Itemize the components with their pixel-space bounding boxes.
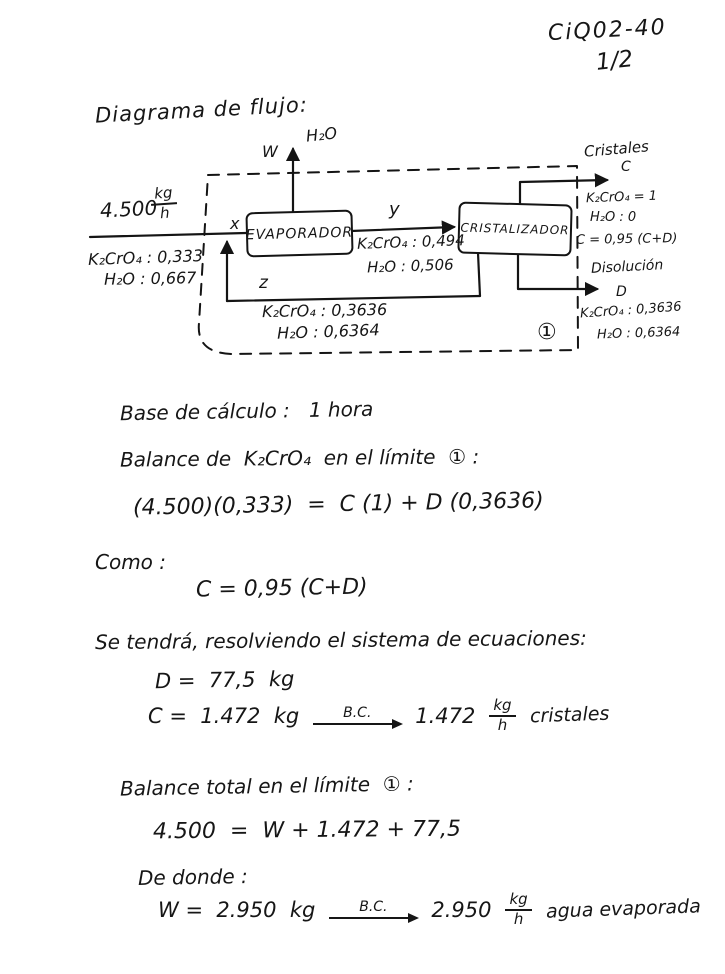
recycle-stream-var: z	[259, 273, 268, 293]
basis-line: Base de cálculo : 1 hora	[119, 396, 374, 426]
balance2-equation: 4.500 = W + 1.472 + 77,5	[152, 816, 462, 845]
result-c-lhs: C = 1.472 kg	[148, 703, 300, 728]
como-equation: C = 0,95 (C+D)	[195, 574, 368, 603]
stream-y-var: y	[389, 199, 400, 220]
right-arrow-icon	[313, 723, 401, 725]
vapor-stream-var: W	[262, 142, 278, 161]
result-d-line: D = 77,5 kg	[154, 666, 295, 694]
crystals-composition-h2o: H₂O : 0	[590, 210, 637, 225]
crystallizer-box	[457, 202, 572, 257]
result-c-unit-numerator: kg	[489, 698, 515, 717]
solve-sentence: Se tendrá, resolviendo el sistema de ecuaciones:	[94, 625, 587, 655]
evaporator-label: EVAPORADOR	[245, 224, 354, 243]
result-w-lhs: W = 2.950 kg	[158, 897, 316, 922]
solution-label: Disolución	[590, 257, 664, 277]
result-c-line	[148, 698, 609, 734]
feed-unit	[150, 185, 179, 222]
solution-composition-h2o: H₂O : 0,6364	[596, 324, 681, 343]
result-c-unit-denominator: h	[497, 715, 508, 734]
evaporator-box	[245, 210, 353, 258]
crystals-composition-k2cro4: K₂CrO₄ = 1	[585, 188, 658, 207]
feed-composition-k2cro4: K₂CrO₄ : 0,333	[87, 245, 204, 270]
feed-unit-denominator: h	[159, 203, 171, 223]
result-c-note: cristales	[529, 702, 610, 728]
solution-stream-var: D	[616, 284, 627, 300]
document-code: CiQ02-40	[547, 14, 668, 47]
bc-arrow-label: B.C.	[359, 899, 388, 916]
result-w-rhs-unit	[505, 892, 531, 928]
crystallizer-label: CRISTALIZADOR	[460, 220, 570, 238]
result-w-note: agua evaporada	[545, 895, 701, 923]
de-donde-label: De donde :	[137, 864, 248, 890]
como-label: Como :	[95, 550, 167, 574]
solution-arrow	[518, 253, 597, 289]
basis-conversion-arrow	[329, 900, 417, 919]
recycle-from-crystallizer	[478, 253, 480, 296]
recycle-composition-h2o: H₂O : 0,6364	[276, 320, 380, 343]
result-w-rhs-value: 2.950	[431, 897, 492, 922]
result-w-unit-numerator: kg	[505, 892, 531, 911]
stream-y-composition-h2o: H₂O : 0,506	[366, 255, 454, 277]
crystals-label: Cristales	[583, 137, 650, 161]
balance1-title: Balance de K₂CrO₄ en el límite ① :	[119, 444, 480, 472]
feed-value: 4.500	[99, 195, 158, 223]
page-number: 1/2	[594, 46, 635, 76]
balance2-title: Balance total en el límite ① :	[119, 771, 414, 801]
feed-unit-numerator: kg	[150, 185, 177, 206]
page-title: Diagrama de flujo:	[94, 92, 309, 128]
vapor-label: H₂O	[305, 123, 338, 146]
result-w-line	[158, 892, 701, 928]
basis-conversion-arrow	[313, 706, 401, 725]
boundary-marker-1: ①	[537, 320, 557, 345]
bc-arrow-label: B.C.	[343, 705, 372, 722]
stream-y-arrow	[351, 227, 454, 231]
stream-y-composition-k2cro4: K₂CrO₄ : 0,494	[356, 231, 466, 253]
result-c-rhs-unit	[489, 698, 515, 734]
feed-line	[90, 233, 246, 237]
balance1-equation: (4.500)(0,333) = C (1) + D (0,3636)	[132, 488, 544, 521]
result-w-unit-denominator: h	[513, 909, 524, 928]
result-c-rhs-value: 1.472	[415, 703, 476, 728]
right-arrow-icon	[329, 917, 417, 919]
crystals-relation: C = 0,95 (C+D)	[575, 231, 678, 248]
recycle-composition-k2cro4: K₂CrO₄ : 0,3636	[261, 299, 388, 322]
feed-stream-var: x	[230, 214, 240, 233]
solution-composition-k2cro4: K₂CrO₄ : 0,3636	[579, 299, 683, 322]
feed-composition-h2o: H₂O : 0,667	[103, 268, 197, 289]
crystals-stream-var: C	[621, 159, 631, 175]
